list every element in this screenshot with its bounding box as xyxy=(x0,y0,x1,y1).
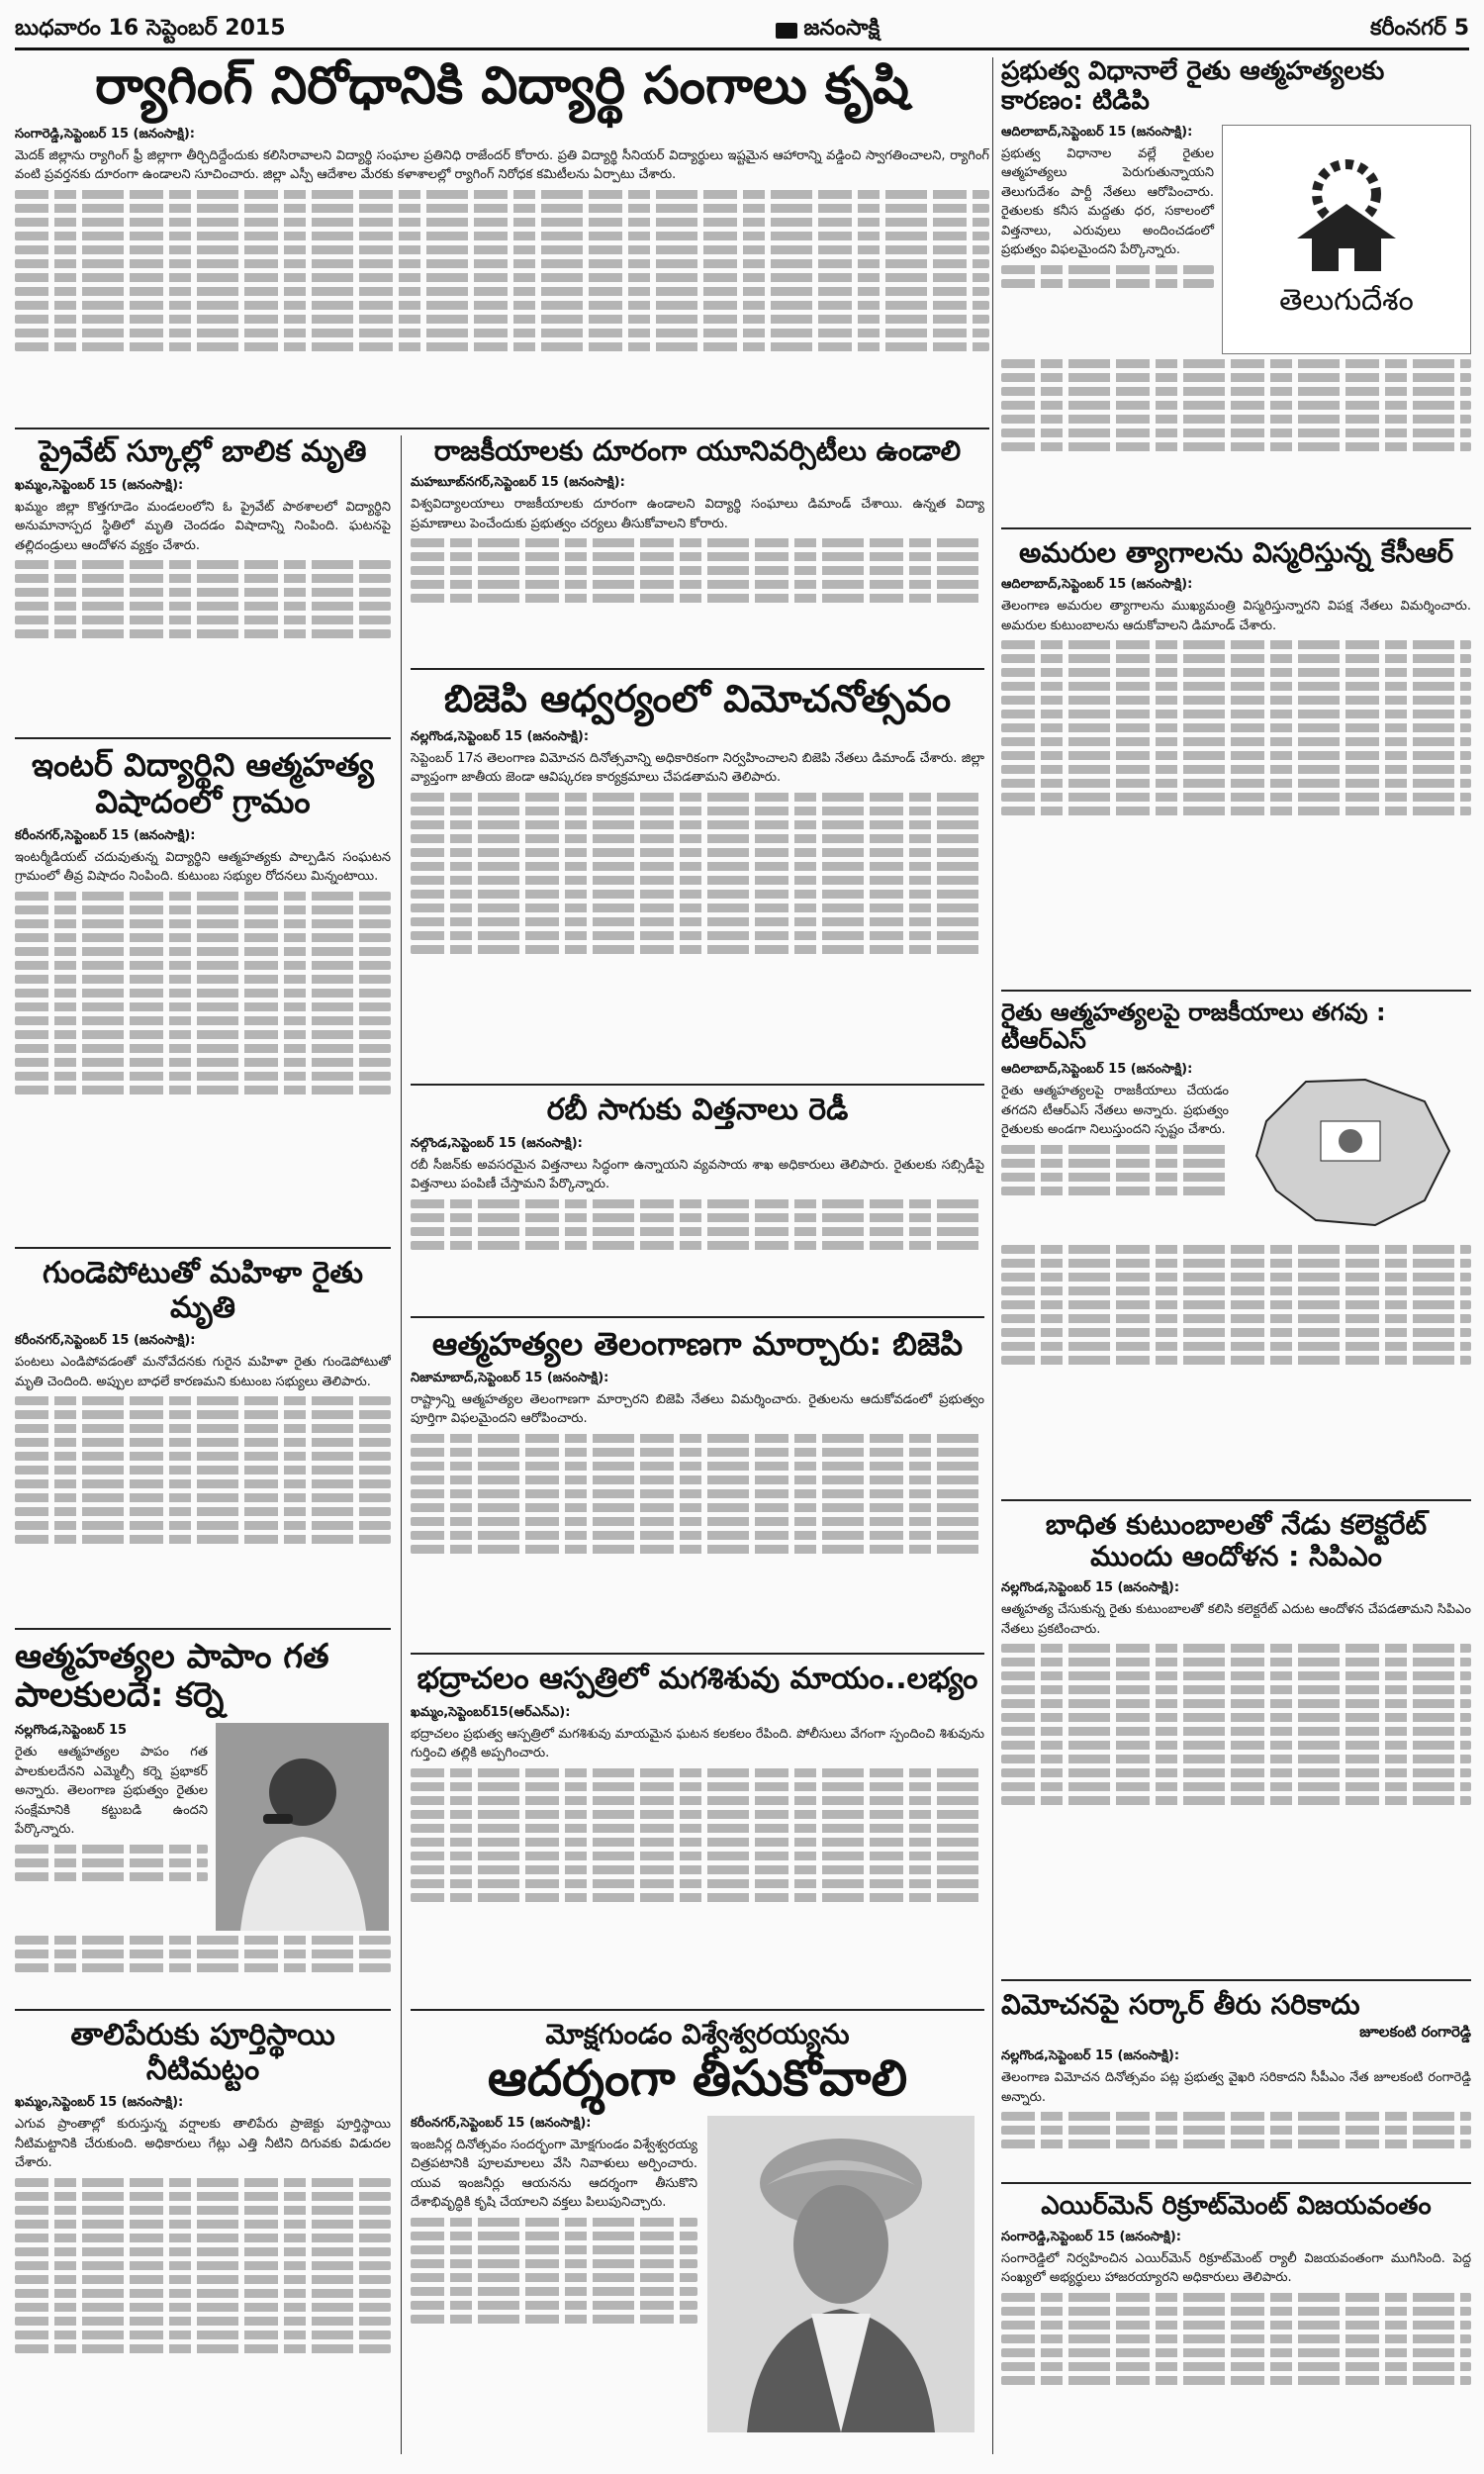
text-lines xyxy=(411,917,984,926)
text-lines xyxy=(411,904,984,912)
text-lines xyxy=(1001,1187,1229,1195)
article-body: రాష్ట్రాన్ని ఆత్మహత్యల తెలంగాణగా మార్చారని బిజెపి నేతలు విమర్శించారు. రైతులను ఆదుకోవడంలో ప్రభుత్వం పూర్తిగా విఫలమైందని ఆరోపించారు. xyxy=(411,1391,984,1427)
text-lines xyxy=(1001,1300,1471,1309)
text-lines xyxy=(1001,1328,1471,1337)
dateline: నల్లగొండ,సెప్టెంబర్ 15 (జనంసాక్షి): xyxy=(1001,1580,1180,1596)
text-lines xyxy=(15,892,391,901)
text-lines xyxy=(15,2192,391,2201)
divider xyxy=(1001,990,1471,992)
issue-date: బుధవారం 16 సెప్టెంబర్ 2015 xyxy=(15,16,286,41)
dateline: ఆదిలాబాద్,సెప్టెంబర్ 15 (జనంసాక్షి): xyxy=(1001,1062,1193,1078)
dateline: నిజామాబాద్,సెప్టెంబర్ 15 (జనంసాక్షి): xyxy=(411,1370,609,1385)
text-lines xyxy=(1001,723,1471,732)
text-lines xyxy=(411,890,984,899)
headline: ఎయిర్‌మెన్ రిక్రూట్‌మెంట్ విజయవంతం xyxy=(1041,2192,1432,2221)
text-lines xyxy=(15,2275,391,2284)
text-lines xyxy=(1001,1741,1471,1750)
text-lines xyxy=(411,1531,984,1540)
text-lines xyxy=(15,2344,391,2353)
text-lines xyxy=(1001,1727,1471,1736)
text-lines xyxy=(411,862,984,871)
text-lines xyxy=(15,616,391,624)
headline: అమరుల త్యాగాలను విస్మరిస్తున్న కేసీఆర్ xyxy=(1018,537,1454,569)
text-lines xyxy=(411,1782,984,1791)
article-body: విశ్వవిద్యాలయాలు రాజకీయాలకు దూరంగా ఉండాలని విద్యార్థి సంఘాలు డిమాండ్ చేశాయి. ఉన్నత విద్యా ప్రమాణాలు పెంచేందుకు ప్రభుత్వం చర్యలు తీసుకోవాలని కోరారు. xyxy=(411,497,984,531)
text-lines xyxy=(15,933,391,942)
text-lines xyxy=(15,2303,391,2312)
text-lines xyxy=(411,945,984,954)
dateline: నల్లగొండ,సెప్టెంబర్ 15 xyxy=(15,1723,128,1739)
divider xyxy=(1001,1499,1471,1501)
headline-main: ఆదర్శంగా తీసుకోవాలి xyxy=(487,2049,908,2108)
text-lines xyxy=(1001,668,1471,677)
text-lines xyxy=(1001,1273,1471,1282)
text-lines xyxy=(411,1448,984,1457)
text-lines xyxy=(1001,415,1471,424)
text-lines xyxy=(1001,2126,1471,2135)
section-name: కరీంనగర్ xyxy=(1370,16,1447,41)
page-number: 5 xyxy=(1453,16,1469,41)
column-divider xyxy=(992,57,993,2454)
text-lines xyxy=(411,1852,984,1860)
text-lines xyxy=(1001,793,1471,802)
tdp-emblem-icon xyxy=(1272,154,1421,273)
dateline: నల్లగొండ,సెప్టెంబర్ 15 (జనంసాక్షి): xyxy=(411,728,590,744)
divider xyxy=(411,2009,984,2011)
text-lines xyxy=(15,315,989,324)
text-lines xyxy=(411,834,984,843)
text-lines xyxy=(411,1879,984,1888)
text-lines xyxy=(15,919,391,928)
text-lines xyxy=(1001,1768,1471,1777)
text-lines xyxy=(15,975,391,984)
divider xyxy=(411,1653,984,1655)
article-rabi-seeds xyxy=(411,1094,984,1311)
text-lines xyxy=(1001,442,1471,451)
text-lines xyxy=(1001,640,1471,649)
text-lines xyxy=(411,820,984,829)
text-lines xyxy=(15,1466,391,1475)
article-visvesvaraya xyxy=(411,2019,984,2454)
text-lines xyxy=(1001,1685,1471,1694)
text-lines xyxy=(411,1838,984,1847)
dateline: సంగారెడ్డి,సెప్టెంబర్ 15 (జనంసాక్షి): xyxy=(15,126,196,142)
text-lines xyxy=(1001,779,1471,788)
text-lines xyxy=(1001,1671,1471,1680)
text-lines xyxy=(411,1434,984,1443)
text-lines xyxy=(1001,2362,1471,2371)
text-lines xyxy=(15,1521,391,1530)
text-lines xyxy=(1001,807,1471,815)
tdp-logo-text: తెలుగుదేశం xyxy=(1279,282,1414,318)
text-lines xyxy=(1001,2112,1471,2121)
article-body: రైతు ఆత్మహత్యల పాపం గత పాలకులదేనని ఎమ్మెల్సీ కర్నె ప్రభాకర్ అన్నారు. తెలంగాణ ప్రభుత్వం రైతుల సంక్షేమానికి కట్టుబడి ఉందని పేర్కొన్నారు. xyxy=(15,1745,208,1838)
masthead xyxy=(15,14,1469,50)
article-body: ఎగువ ప్రాంతాల్లో కురుస్తున్న వర్షాలకు తాలిపేరు ప్రాజెక్టు పూర్తిస్థాయి నీటిమట్టానికి చేరుకుంది. అధికారులు గేట్లు ఎత్తి నీటిని దిగువకు విడుదల చేశారు. xyxy=(15,2117,391,2170)
text-lines xyxy=(411,1865,984,1874)
logo-text: జనంసాక్షి xyxy=(803,16,881,41)
headline: బాధిత కుటుంబాలతో నేడు కలెక్టరేట్ ముందు ఆందోళన : సిపిఎం xyxy=(1045,1509,1428,1573)
dateline: నల్లగొండ,సెప్టెంబర్ 15 (జనంసాక్షి): xyxy=(1001,2048,1180,2064)
text-lines xyxy=(1001,654,1471,663)
text-lines xyxy=(1001,2334,1471,2343)
headline: ప్రభుత్వ విధానాలే రైతు ఆత్మహత్యలకు కారణం: టిడిపి xyxy=(1001,57,1385,116)
text-lines xyxy=(15,1072,391,1081)
headline: గుండెపోటుతో మహిళా రైతు మృతి xyxy=(42,1257,364,1325)
tdp-logo xyxy=(1222,125,1471,354)
text-lines xyxy=(1001,387,1471,396)
text-lines xyxy=(15,1002,391,1011)
article-body: ప్రభుత్వ విధానాల వల్లే రైతుల ఆత్మహత్యలు పెరుగుతున్నాయని తెలుగుదేశం పార్టీ నేతలు ఆరోపించారు. రైతులకు కనీస మద్దతు ధర, సకాలంలో విత్తనాలు, ఎరువులు అందించడంలో ప్రభుత్వం విఫలమైందని పేర్కొన్నారు. xyxy=(1001,145,1214,258)
text-lines xyxy=(411,1796,984,1805)
text-lines xyxy=(15,2178,391,2187)
text-lines xyxy=(411,1545,984,1554)
article-body: ఇంజనీర్ల దినోత్సవం సందర్భంగా మోక్షగుండం విశ్వేశ్వరయ్య చిత్రపటానికి పూలమాలలు వేసి నివాళులు అర్పించారు. యువ ఇంజనీర్లు ఆయనను ఆదర్శంగా తీసుకొని దేశాభివృద్ధికి కృషి చేయాలని వక్తలు పిలుపునిచ్చారు. xyxy=(411,2137,697,2211)
text-lines xyxy=(1001,1342,1471,1351)
text-lines xyxy=(15,629,391,638)
divider xyxy=(15,1628,391,1630)
text-lines xyxy=(411,538,984,547)
text-lines xyxy=(1001,2307,1471,2316)
text-lines xyxy=(411,1893,984,1902)
text-lines xyxy=(1001,428,1471,437)
article-cpm xyxy=(1001,1509,1471,1974)
text-lines xyxy=(1001,682,1471,691)
text-lines xyxy=(15,1044,391,1053)
text-lines xyxy=(15,1016,391,1025)
text-lines xyxy=(411,1503,984,1512)
text-lines xyxy=(15,1058,391,1067)
text-lines xyxy=(411,2301,697,2310)
article-body: తెలంగాణ విమోచన దినోత్సవం పట్ల ప్రభుత్వ వైఖరి సరికాదని సీపీఎం నేత జూలకంటి రంగారెడ్డి అన్నారు. xyxy=(1001,2070,1471,2105)
dateline: కరీంనగర్,సెప్టెంబర్ 15 (జనంసాక్షి): xyxy=(411,2115,592,2131)
text-lines xyxy=(15,1396,391,1405)
text-lines xyxy=(411,848,984,857)
text-lines xyxy=(411,2259,697,2268)
article-trs xyxy=(1001,999,1471,1494)
divider xyxy=(15,2009,391,2011)
article-body: రబీ సీజన్‌కు అవసరమైన విత్తనాలు సిద్ధంగా ఉన్నాయని వ్యవసాయ శాఖ అధికారులు తెలిపారు. రైతులకు సబ్సిడీపై విత్తనాలు పంపిణీ చేస్తామని పేర్కొన్నారు. xyxy=(411,1157,984,1191)
text-lines xyxy=(411,931,984,940)
text-lines xyxy=(15,1950,391,1958)
text-lines xyxy=(15,1438,391,1447)
text-lines xyxy=(1001,1145,1229,1154)
visvesvaraya-portrait xyxy=(707,2116,974,2432)
text-lines xyxy=(15,301,989,310)
article-body: భద్రాచలం ప్రభుత్వ ఆస్పత్రిలో మగశిశువు మాయమైన ఘటన కలకలం రేపింది. పోలీసులు వేగంగా స్పందించి శిశువును గుర్తించి తల్లికి అప్పగించారు. xyxy=(411,1726,984,1760)
divider xyxy=(411,1084,984,1086)
text-lines xyxy=(411,1489,984,1498)
text-lines xyxy=(411,793,984,802)
text-lines xyxy=(1001,765,1471,774)
text-lines xyxy=(1001,265,1214,274)
text-lines xyxy=(411,1475,984,1484)
text-lines xyxy=(15,232,989,240)
text-lines xyxy=(411,2273,697,2282)
article-inter-student xyxy=(15,747,391,1242)
divider xyxy=(1001,1979,1471,1981)
headline: ప్రైవేట్ స్కూల్లో బాలిక మృతి xyxy=(39,435,367,469)
text-lines xyxy=(1001,751,1471,760)
headline: రైతు ఆత్మహత్యలపై రాజకీయాలు తగవు : టీఆర్ఎస్ xyxy=(1001,999,1386,1054)
text-lines xyxy=(1001,2321,1471,2330)
text-lines xyxy=(15,2317,391,2326)
text-lines xyxy=(1001,2376,1471,2385)
text-lines xyxy=(1001,1755,1471,1763)
text-lines xyxy=(15,2261,391,2270)
dateline: ఆదిలాబాద్,సెప్టెంబర్ 15 (జనంసాక్షి): xyxy=(1001,577,1193,593)
text-lines xyxy=(15,905,391,914)
article-ragging xyxy=(15,57,989,424)
dateline: సంగారెడ్డి,సెప్టెంబర్ 15 (జనంసాక్షి): xyxy=(1001,2229,1182,2244)
newspaper-logo xyxy=(776,16,880,46)
karne-photo xyxy=(216,1723,389,1931)
text-lines xyxy=(15,1493,391,1502)
dateline: కరీంనగర్,సెప్టెంబర్ 15 (జనంసాక్షి): xyxy=(15,1333,196,1348)
headline: ర్యాగింగ్ నిరోధానికి విద్యార్థి సంగాలు కృషి xyxy=(95,57,909,116)
byline: జూలకంటి రంగారెడ్డి xyxy=(1359,2023,1471,2042)
divider xyxy=(411,1316,984,1318)
headline: బిజెపి ఆధ్వర్యంలో విమోచనోత్సవం xyxy=(443,678,952,720)
text-lines xyxy=(15,602,391,611)
article-taliperu xyxy=(15,2019,391,2454)
text-lines xyxy=(1001,2293,1471,2302)
logo-icon xyxy=(776,23,797,39)
dateline: నల్గొండ,సెప్టెంబర్ 15 (జనంసాక్షి): xyxy=(411,1135,583,1151)
text-lines xyxy=(15,190,989,199)
text-lines xyxy=(411,2218,697,2227)
text-lines xyxy=(15,560,391,569)
dateline: ఖమ్మం,సెప్టెంబర్15(ఆర్‌ఎన్‌ఎ): xyxy=(411,1704,571,1720)
text-lines xyxy=(1001,1796,1471,1805)
text-lines xyxy=(1001,1644,1471,1653)
text-lines xyxy=(15,273,989,282)
text-lines xyxy=(411,876,984,885)
headline: విమోచనపై సర్కార్ తీరు సరికాదు xyxy=(1001,1989,1360,2021)
article-body: మెదక్ జిల్లాను ర్యాగింగ్ ఫ్రీ జిల్లాగా తీర్చిదిద్దేందుకు కలిసిరావాలని విద్యార్థి సంఘాల ప్రతినిధి రాజేందర్ కోరారు. ప్రతి విద్యార్థి సీనియర్ విద్యార్థులు ఇష్టమైన ఆహారాన్ని వడ్డించి స్వాగతించాలని, ర్యాగింగ్ వంటి ప్రవర్తనకు దూరంగా ఉండాలని సూచించారు. జిల్లా ఎస్పీ ఆదేశాల మేరకు కళాశాలల్లో ర్యాగింగ్ నిరోధక కమిటీలను ఏర్పాటు చేశారు. xyxy=(15,147,989,183)
text-lines xyxy=(411,580,984,589)
headline: ఆత్మహత్యల పాపాం గత పాలకులదే: కర్నె xyxy=(15,1638,329,1716)
dateline: కరీంనగర్,సెప్టెంబర్ 15 (జనంసాక్షి): xyxy=(15,827,196,843)
text-lines xyxy=(411,2287,697,2296)
article-body: ఆత్మహత్య చేసుకున్న రైతు కుటుంబాలతో కలిసి కలెక్టరేట్ ఎదుట ఆందోళన చేపడతామని సిపిఎం నేతలు ప్రకటించారు. xyxy=(1001,1602,1471,1637)
text-lines xyxy=(15,2331,391,2339)
telangana-map xyxy=(1237,1062,1464,1240)
article-hospital xyxy=(411,1663,984,2004)
column-divider xyxy=(401,435,402,2454)
text-lines xyxy=(1001,1286,1471,1295)
text-lines xyxy=(15,588,391,597)
text-lines xyxy=(15,947,391,956)
divider xyxy=(15,737,391,739)
text-lines xyxy=(1001,279,1214,288)
text-lines xyxy=(1001,696,1471,705)
article-student-death xyxy=(15,435,391,732)
text-lines xyxy=(15,2220,391,2229)
dateline: ఆదిలాబాద్,సెప్టెంబర్ 15 (జనంసాక్షి): xyxy=(1001,124,1193,140)
article-bjp-vimochana xyxy=(411,678,984,1079)
headline: ఇంటర్ విద్యార్థిని ఆత్మహత్య విషాదంలో గ్రామం xyxy=(32,747,374,820)
text-lines xyxy=(15,1424,391,1433)
text-lines xyxy=(15,245,989,254)
dateline: మహబూబ్‌నగర్,సెప్టెంబర్ 15 (జనంసాక్షి): xyxy=(411,475,625,491)
text-lines xyxy=(15,2289,391,2298)
divider xyxy=(1001,2182,1471,2184)
text-lines xyxy=(1001,710,1471,718)
text-lines xyxy=(411,807,984,815)
article-airmen xyxy=(1001,2192,1471,2454)
text-lines xyxy=(1001,359,1471,368)
text-lines xyxy=(1001,1159,1229,1168)
text-lines xyxy=(1001,1699,1471,1708)
text-lines xyxy=(411,2315,697,2324)
article-body: తెలంగాణ అమరుల త్యాగాలను ముఖ్యమంత్రి విస్మరిస్తున్నారని విపక్ష నేతలు విమర్శించారు. అమరుల కుటుంబాలను ఆదుకోవాలని డిమాండ్ చేశారు. xyxy=(1001,599,1471,633)
text-lines xyxy=(411,1810,984,1819)
text-lines xyxy=(15,2234,391,2242)
text-lines xyxy=(1001,2140,1471,2148)
text-lines xyxy=(1001,1245,1471,1254)
article-body: ఖమ్మం జిల్లా కొత్తగూడెం మండలంలోని ఓ ప్రైవేట్ పాఠశాలలో విద్యార్థిని అనుమానాస్పద స్థితిలో మృతి చెందడం విషాదాన్ని నింపింది. ఘటనపై తల్లిదండ్రులు ఆందోళన వ్యక్తం చేశారు. xyxy=(15,499,391,553)
text-lines xyxy=(411,1462,984,1471)
text-lines xyxy=(15,1507,391,1516)
article-amarula xyxy=(1001,537,1471,985)
text-lines xyxy=(411,1241,984,1250)
headline: రాజకీయాలకు దూరంగా యూనివర్సిటీలు ఉండాలి xyxy=(433,435,962,467)
text-lines xyxy=(1001,1782,1471,1791)
text-lines xyxy=(15,204,989,213)
text-lines xyxy=(411,1213,984,1222)
text-lines xyxy=(1001,373,1471,382)
text-lines xyxy=(15,1479,391,1488)
divider xyxy=(1001,527,1471,529)
text-lines xyxy=(15,259,989,268)
text-lines xyxy=(15,961,391,970)
article-woman-farmer xyxy=(15,1257,391,1623)
dateline: ఖమ్మం,సెప్టెంబర్ 15 (జనంసాక్షి): xyxy=(15,2095,184,2110)
headline: ఆత్మహత్యల తెలంగాణగా మార్చారు: బిజెపి xyxy=(431,1326,964,1363)
text-lines xyxy=(411,1768,984,1777)
section-and-page xyxy=(1370,16,1469,46)
text-lines xyxy=(411,1227,984,1236)
article-body: రైతు ఆత్మహత్యలపై రాజకీయాలు చేయడం తగదని టీఆర్ఎస్ నేతలు అన్నారు. ప్రభుత్వం రైతులకు అండగా నిలుస్తుందని స్పష్టం చేశారు. xyxy=(1001,1084,1229,1138)
text-lines xyxy=(411,594,984,603)
text-lines xyxy=(411,552,984,561)
text-lines xyxy=(1001,737,1471,746)
text-lines xyxy=(1001,1173,1229,1182)
text-lines xyxy=(411,566,984,575)
text-lines xyxy=(15,1030,391,1039)
text-lines xyxy=(1001,401,1471,410)
article-body: పంటలు ఎండిపోవడంతో మనోవేదనకు గురైన మహిళా రైతు గుండెపోటుతో మృతి చెందింది. అప్పుల బాధలే కారణమని కుటుంబ సభ్యులు తెలిపారు. xyxy=(15,1355,391,1389)
headline: తాలిపేరుకు పూర్తిస్థాయి నీటిమట్టం xyxy=(70,2019,335,2087)
headline-top: మోక్షగుండం విశ్వేశ్వరయ్యను xyxy=(545,2019,850,2050)
text-lines xyxy=(15,1872,208,1881)
article-body: సంగారెడ్డిలో నిర్వహించిన ఎయిర్‌మెన్ రిక్రూట్‌మెంట్ ర్యాలీ విజయవంతంగా ముగిసింది. పెద్ద సంఖ్యలో అభ్యర్థులు హాజరయ్యారని అధికారులు తెలిపారు. xyxy=(1001,2250,1471,2286)
text-lines xyxy=(15,1410,391,1419)
text-lines xyxy=(411,1824,984,1833)
text-lines xyxy=(15,2206,391,2215)
text-lines xyxy=(411,1517,984,1526)
article-body: సెప్టెంబర్ 17న తెలంగాణ విమోచన దినోత్సవాన్ని అధికారికంగా నిర్వహించాలని బిజెపి నేతలు డిమాండ్ చేశారు. జిల్లా వ్యాప్తంగా జాతీయ జెండా ఆవిష్కరణ కార్యక్రమాలు చేపడతామని తెలిపారు. xyxy=(411,750,984,786)
text-lines xyxy=(15,1452,391,1461)
text-lines xyxy=(15,1535,391,1544)
text-lines xyxy=(15,989,391,998)
text-lines xyxy=(15,574,391,583)
article-karne xyxy=(15,1638,391,2004)
dateline: ఖమ్మం,సెప్టెంబర్ 15 (జనంసాక్షి): xyxy=(15,477,184,493)
text-lines xyxy=(15,1936,391,1945)
text-lines xyxy=(15,218,989,227)
article-body: ఇంటర్మీడియట్ చదువుతున్న విద్యార్థిని ఆత్మహత్యకు పాల్పడిన సంఘటన గ్రామంలో తీవ్ర విషాదం నింపింది. కుటుంబ సభ్యుల రోదనలు మిన్నంటాయి. xyxy=(15,849,391,885)
text-lines xyxy=(15,1963,391,1972)
text-lines xyxy=(1001,1356,1471,1365)
headline: భద్రాచలం ఆస్పత్రిలో మగశిశువు మాయం..లభ్యం xyxy=(417,1663,978,1696)
text-lines xyxy=(15,342,989,351)
text-lines xyxy=(411,2232,697,2240)
divider xyxy=(15,428,989,429)
text-lines xyxy=(15,1086,391,1094)
text-lines xyxy=(15,1858,208,1867)
text-lines xyxy=(1001,1658,1471,1666)
text-lines xyxy=(411,1199,984,1208)
divider xyxy=(411,668,984,670)
text-lines xyxy=(411,2245,697,2254)
text-lines xyxy=(1001,1314,1471,1323)
divider xyxy=(15,1247,391,1249)
text-lines xyxy=(1001,1259,1471,1268)
text-lines xyxy=(1001,2348,1471,2357)
article-tdp xyxy=(1001,57,1471,523)
text-lines xyxy=(15,2247,391,2256)
text-lines xyxy=(15,329,989,337)
article-suicides-bjp xyxy=(411,1326,984,1648)
text-lines xyxy=(1001,1713,1471,1722)
headline: రబీ సాగుకు విత్తనాలు రెడీ xyxy=(546,1094,849,1127)
article-vimochana xyxy=(1001,1989,1471,2177)
text-lines xyxy=(15,287,989,296)
article-university xyxy=(411,435,984,663)
text-lines xyxy=(15,1845,208,1854)
